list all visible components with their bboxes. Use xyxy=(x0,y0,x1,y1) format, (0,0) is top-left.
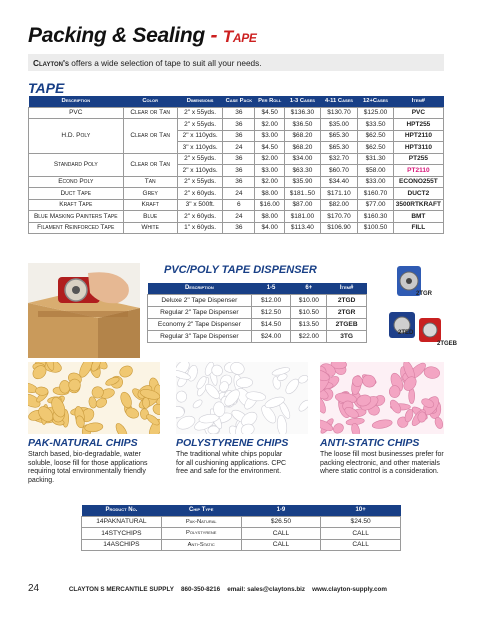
tape-per-roll: $4.50 xyxy=(255,142,285,154)
footer-phone: 860-350-8216 xyxy=(180,586,221,593)
tape-price-12plus: $100.50 xyxy=(358,222,394,234)
tape-row xyxy=(29,119,444,131)
tape-item-number: HPT255 xyxy=(393,119,443,131)
tape-row xyxy=(29,199,444,211)
tape-item-number: PT255 xyxy=(393,153,443,165)
footer-email: email: sales@claytons.biz xyxy=(227,586,306,593)
chip-type: Pak-Natural xyxy=(161,516,241,528)
tape-price-4-11: $65.30 xyxy=(320,142,358,154)
dispenser-price-6plus: $10.50 xyxy=(291,306,327,318)
chip-row xyxy=(82,516,401,528)
chip-price-1-9: CALL xyxy=(241,539,321,551)
chip-product-no: 14STYCHIPS xyxy=(82,528,162,540)
tape-per-roll: $4.00 xyxy=(255,222,285,234)
col-item: Item# xyxy=(393,96,443,107)
natural-chips-photo xyxy=(28,362,160,434)
col-12plus: 12+Cases xyxy=(358,96,394,107)
col-1-3: 1-3 Cases xyxy=(285,96,321,107)
dispenser-item-number: 2TGEB xyxy=(327,318,367,330)
chips-col-1-9: 1-9 xyxy=(241,505,321,516)
tape-dimensions: 1" x 60yds. xyxy=(177,222,223,234)
tape-case-pack: 6 xyxy=(223,199,255,211)
chip-type: Anti-Static xyxy=(161,539,241,551)
tape-dimensions: 2" x 55yds. xyxy=(177,176,223,188)
tape-description: Blue Masking Painters Tape xyxy=(29,211,124,223)
chips-col-10plus: 10+ xyxy=(321,505,401,516)
chip-price-10plus: CALL xyxy=(321,528,401,540)
tape-price-12plus: $62.50 xyxy=(358,142,394,154)
tape-color: White xyxy=(123,222,177,234)
page-number: 24 xyxy=(28,583,40,594)
tape-per-roll: $3.00 xyxy=(255,130,285,142)
tape-price-1-3: $63.30 xyxy=(285,165,321,177)
tape-item-number: 3500RTKRAFT xyxy=(393,199,443,211)
label-2tgeb: 2TGEB xyxy=(437,341,458,347)
tape-description: Kraft Tape xyxy=(29,199,124,211)
polystyrene-chips-photo xyxy=(176,362,308,434)
col-color: Color xyxy=(123,96,177,107)
tape-per-roll: $2.00 xyxy=(255,119,285,131)
tape-case-pack: 36 xyxy=(223,176,255,188)
tape-case-pack: 36 xyxy=(223,222,255,234)
dispenser-item-number: 3TG xyxy=(327,330,367,342)
page-title xyxy=(28,24,257,48)
tape-price-12plus: $160.30 xyxy=(358,211,394,223)
tape-price-1-3: $34.00 xyxy=(285,153,321,165)
tape-case-pack: 36 xyxy=(223,107,255,119)
dispenser-price-1-5: $12.00 xyxy=(251,294,291,306)
tape-case-pack: 24 xyxy=(223,188,255,200)
tape-case-pack: 24 xyxy=(223,211,255,223)
dispenser-table xyxy=(147,283,367,343)
label-2ted: 2TED xyxy=(398,330,414,336)
disp-col-item: Item# xyxy=(327,283,367,294)
tape-price-4-11: $60.70 xyxy=(320,165,358,177)
intro-bar xyxy=(28,54,444,71)
tape-item-number: HPT2110 xyxy=(393,130,443,142)
anti-line: where static control is a consideration. xyxy=(320,468,439,476)
tape-description: Filament Reinforced Tape xyxy=(29,222,124,234)
tape-per-roll: $3.00 xyxy=(255,165,285,177)
tape-price-1-3: $68.20 xyxy=(285,142,321,154)
tape-description: Duct Tape xyxy=(29,188,124,200)
antistatic-chips-photo xyxy=(320,362,444,434)
dispenser-row xyxy=(148,318,367,330)
dispenser-price-1-5: $12.50 xyxy=(251,306,291,318)
tape-price-1-3: $35.90 xyxy=(285,176,321,188)
antistatic-description xyxy=(320,451,450,477)
tape-item-number: PT2110 xyxy=(393,165,443,177)
poly-line: free and safe for the environment. xyxy=(176,468,282,476)
tape-table-header xyxy=(29,96,444,107)
tape-color: Clear or Tan xyxy=(123,153,177,176)
intro-company: Clayton's xyxy=(33,58,69,68)
tape-per-roll: $8.00 xyxy=(255,188,285,200)
tape-per-roll: $4.50 xyxy=(255,107,285,119)
disp-col-6plus: 6+ xyxy=(291,283,327,294)
disp-col-description: Description xyxy=(148,283,252,294)
tape-case-pack: 36 xyxy=(223,165,255,177)
tape-dimensions: 2" x 110yds. xyxy=(177,165,223,177)
natural-line: Starch based, bio-degradable, water xyxy=(28,451,141,458)
tape-dimensions: 2" x 110yds. xyxy=(177,130,223,142)
dispenser-item-number: 2TGD xyxy=(327,294,367,306)
natural-line: soluble, loose fill for those applications xyxy=(28,459,148,467)
tape-price-12plus: $160.70 xyxy=(358,188,394,200)
tape-dimensions: 3" x 500ft. xyxy=(177,199,223,211)
dispenser-description: Regular 3" Tape Dispenser xyxy=(148,330,252,342)
tape-price-4-11: $32.70 xyxy=(320,153,358,165)
tape-price-1-3: $136.30 xyxy=(285,107,321,119)
intro-text: offers a wide selection of tape to suit all your needs. xyxy=(71,58,262,68)
tape-price-12plus: $125.00 xyxy=(358,107,394,119)
chip-row xyxy=(82,539,401,551)
footer-web: www.clayton-supply.com xyxy=(312,586,387,593)
chip-price-10plus: CALL xyxy=(321,539,401,551)
tape-price-12plus: $33.00 xyxy=(358,176,394,188)
antistatic-heading: ANTI-STATIC CHIPS xyxy=(320,437,420,449)
chip-price-10plus: $24.50 xyxy=(321,516,401,528)
tape-item-number: PVC xyxy=(393,107,443,119)
tape-price-4-11: $34.40 xyxy=(320,176,358,188)
title-accent: Tape xyxy=(222,27,257,46)
tape-item-number: BMT xyxy=(393,211,443,223)
dispenser-products xyxy=(385,262,445,350)
col-4-11: 4-11 Cases xyxy=(320,96,358,107)
tape-row xyxy=(29,188,444,200)
dispenser-price-6plus: $10.00 xyxy=(291,294,327,306)
tape-color: Blue xyxy=(123,211,177,223)
dispenser-row xyxy=(148,294,367,306)
chip-price-1-9: CALL xyxy=(241,528,321,540)
tape-price-12plus: $33.50 xyxy=(358,119,394,131)
footer-company: CLAYTON S MERCANTILE SUPPLY xyxy=(68,586,174,593)
col-case-pack: Case Pack xyxy=(223,96,255,107)
tape-price-1-3: $181..50 xyxy=(285,188,321,200)
tape-color: Kraft xyxy=(123,199,177,211)
dispenser-photo xyxy=(28,263,140,358)
tape-item-number: ECONO255T xyxy=(393,176,443,188)
dispenser-price-6plus: $22.00 xyxy=(291,330,327,342)
tape-row xyxy=(29,176,444,188)
natural-heading: PAK-NATURAL CHIPS xyxy=(28,437,138,449)
tape-description: PVC xyxy=(29,107,124,119)
tape-dimensions: 2" x 55yds. xyxy=(177,107,223,119)
anti-line: packing electronic, and other materials xyxy=(320,459,440,467)
dispenser-price-1-5: $24.00 xyxy=(251,330,291,342)
chip-row xyxy=(82,528,401,540)
tape-price-4-11: $106.90 xyxy=(320,222,358,234)
tape-price-4-11: $130.70 xyxy=(320,107,358,119)
footer xyxy=(28,583,444,594)
dispenser-table-header xyxy=(148,283,367,294)
chips-table-header xyxy=(82,505,401,516)
tape-per-roll: $2.00 xyxy=(255,176,285,188)
tape-per-roll: $16.00 xyxy=(255,199,285,211)
tape-dimensions: 2" x 60yds. xyxy=(177,211,223,223)
tape-color: Clear or Tan xyxy=(123,119,177,154)
tape-row xyxy=(29,107,444,119)
tape-price-1-3: $87.00 xyxy=(285,199,321,211)
tape-case-pack: 36 xyxy=(223,130,255,142)
dispenser-description: Economy 2" Tape Dispenser xyxy=(148,318,252,330)
dispenser-price-1-5: $14.50 xyxy=(251,318,291,330)
title-dash: - xyxy=(210,24,218,47)
chip-product-no: 14PAKNATURAL xyxy=(82,516,162,528)
tape-price-1-3: $113.40 xyxy=(285,222,321,234)
col-description: Description xyxy=(29,96,124,107)
tape-row xyxy=(29,222,444,234)
tape-dimensions: 3" x 110yds. xyxy=(177,142,223,154)
dispenser-description: Regular 2" Tape Dispenser xyxy=(148,306,252,318)
tape-price-12plus: $58.00 xyxy=(358,165,394,177)
tape-price-1-3: $36.50 xyxy=(285,119,321,131)
tape-item-number: FILL xyxy=(393,222,443,234)
tape-price-4-11: $170.70 xyxy=(320,211,358,223)
natural-line: requiring total environmentally friendly xyxy=(28,468,146,476)
tape-case-pack: 36 xyxy=(223,119,255,131)
tape-description: Standard Poly xyxy=(29,153,124,176)
tape-dimensions: 2" x 55yds. xyxy=(177,153,223,165)
tape-price-12plus: $77.00 xyxy=(358,199,394,211)
tape-per-roll: $8.00 xyxy=(255,211,285,223)
tape-price-1-3: $181.00 xyxy=(285,211,321,223)
tape-price-12plus: $31.30 xyxy=(358,153,394,165)
tape-price-4-11: $82.00 xyxy=(320,199,358,211)
col-per-roll: Per Roll xyxy=(255,96,285,107)
tape-per-roll: $2.00 xyxy=(255,153,285,165)
chips-col-type: Chip Type xyxy=(161,505,241,516)
tape-price-4-11: $171.10 xyxy=(320,188,358,200)
tape-dimensions: 2" x 55yds. xyxy=(177,119,223,131)
tape-color: Grey xyxy=(123,188,177,200)
tape-price-4-11: $65.30 xyxy=(320,130,358,142)
tape-description: H.D. Poly xyxy=(29,119,124,154)
tape-price-1-3: $68.20 xyxy=(285,130,321,142)
tape-case-pack: 24 xyxy=(223,142,255,154)
anti-line: The loose fill most businesses prefer for xyxy=(320,451,444,458)
tape-price-4-11: $35.00 xyxy=(320,119,358,131)
natural-line: packing. xyxy=(28,476,55,484)
tape-heading: TAPE xyxy=(28,80,65,96)
tape-row xyxy=(29,211,444,223)
tape-description: Econo Poly xyxy=(29,176,124,188)
dispenser-row xyxy=(148,330,367,342)
chips-table xyxy=(81,505,401,551)
chip-price-1-9: $26.50 xyxy=(241,516,321,528)
chip-product-no: 14ASCHIPS xyxy=(82,539,162,551)
tape-item-number: DUCT2 xyxy=(393,188,443,200)
dispenser-description: Deluxe 2" Tape Dispenser xyxy=(148,294,252,306)
poly-line: for all cushioning applications. CPC xyxy=(176,459,287,467)
tape-case-pack: 36 xyxy=(223,153,255,165)
chips-col-product: Product No. xyxy=(82,505,162,516)
chip-type: Polystyrene xyxy=(161,528,241,540)
dispenser-item-number: 2TGR xyxy=(327,306,367,318)
tape-price-12plus: $62.50 xyxy=(358,130,394,142)
tape-color: Clear or Tan xyxy=(123,107,177,119)
tape-table xyxy=(28,96,444,234)
tape-dimensions: 2" x 60yds. xyxy=(177,188,223,200)
natural-description xyxy=(28,451,168,485)
poly-line: The traditional white chips popular xyxy=(176,451,283,458)
dispenser-row xyxy=(148,306,367,318)
dispenser-price-6plus: $13.50 xyxy=(291,318,327,330)
title-main: Packing & Sealing xyxy=(28,24,205,47)
polystyrene-heading: POLYSTYRENE CHIPS xyxy=(176,437,289,449)
tape-item-number: HPT3110 xyxy=(393,142,443,154)
dispenser-heading: PVC/POLY TAPE DISPENSER xyxy=(164,264,317,276)
disp-col-1-5: 1-5 xyxy=(251,283,291,294)
col-dimensions: Dimensions xyxy=(177,96,223,107)
polystyrene-description xyxy=(176,451,316,477)
tape-color: Tan xyxy=(123,176,177,188)
tape-row xyxy=(29,153,444,165)
label-2tgr: 2TGR xyxy=(416,291,433,297)
